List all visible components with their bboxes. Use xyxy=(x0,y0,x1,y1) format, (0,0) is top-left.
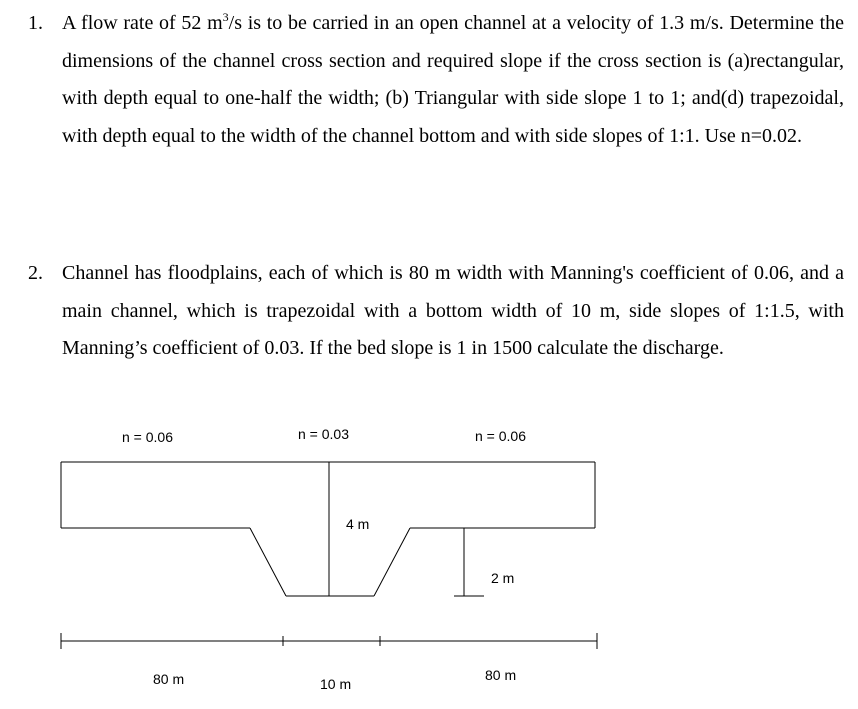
label-n-main-channel: n = 0.03 xyxy=(298,426,349,442)
left-side-slope xyxy=(250,528,286,596)
problem-1-text-rest: /s is to be carried in an open channel at a velocity of 1.3 m/s. Determine the dimensions of the channel cross section and required slope if the cross section is (a)rectangular, with depth equal to one-half the width; (b) Triangular with side slope 1 to 1; and(d) trapezoidal, with depth equal to the width of the channel bottom and with side slopes of 1:1. Use n=0.02. xyxy=(62,12,844,147)
label-width-left: 80 m xyxy=(153,671,185,687)
problem-1-number: 1. xyxy=(28,12,43,34)
channel-outline xyxy=(61,462,595,596)
problem-2-text: Channel has floodplains, each of which is 80 m width with Manning's coefficient of 0.06, and a main channel, which is trapezoidal with a bottom width of 10 m, side slopes of 1:1.5, with Manning’s coefficient of 0.03. If the bed slope is 1 in 1500 calculate the discharge. xyxy=(62,262,844,359)
label-floodplain-depth: 2 m xyxy=(491,570,515,586)
floodplain-depth-marker xyxy=(454,528,484,596)
right-side-slope xyxy=(374,528,410,596)
problem-2-number: 2. xyxy=(28,262,43,284)
problem-1-superscript: 3 xyxy=(222,10,229,24)
label-n-right-floodplain: n = 0.06 xyxy=(475,428,526,444)
label-main-depth: 4 m xyxy=(346,516,370,532)
label-width-right: 80 m xyxy=(485,667,517,683)
label-n-left-floodplain: n = 0.06 xyxy=(122,429,173,445)
label-width-center: 10 m xyxy=(320,676,352,692)
width-dimension-line xyxy=(61,633,597,649)
problem-1-text-start: A flow rate of 52 m xyxy=(62,12,223,34)
